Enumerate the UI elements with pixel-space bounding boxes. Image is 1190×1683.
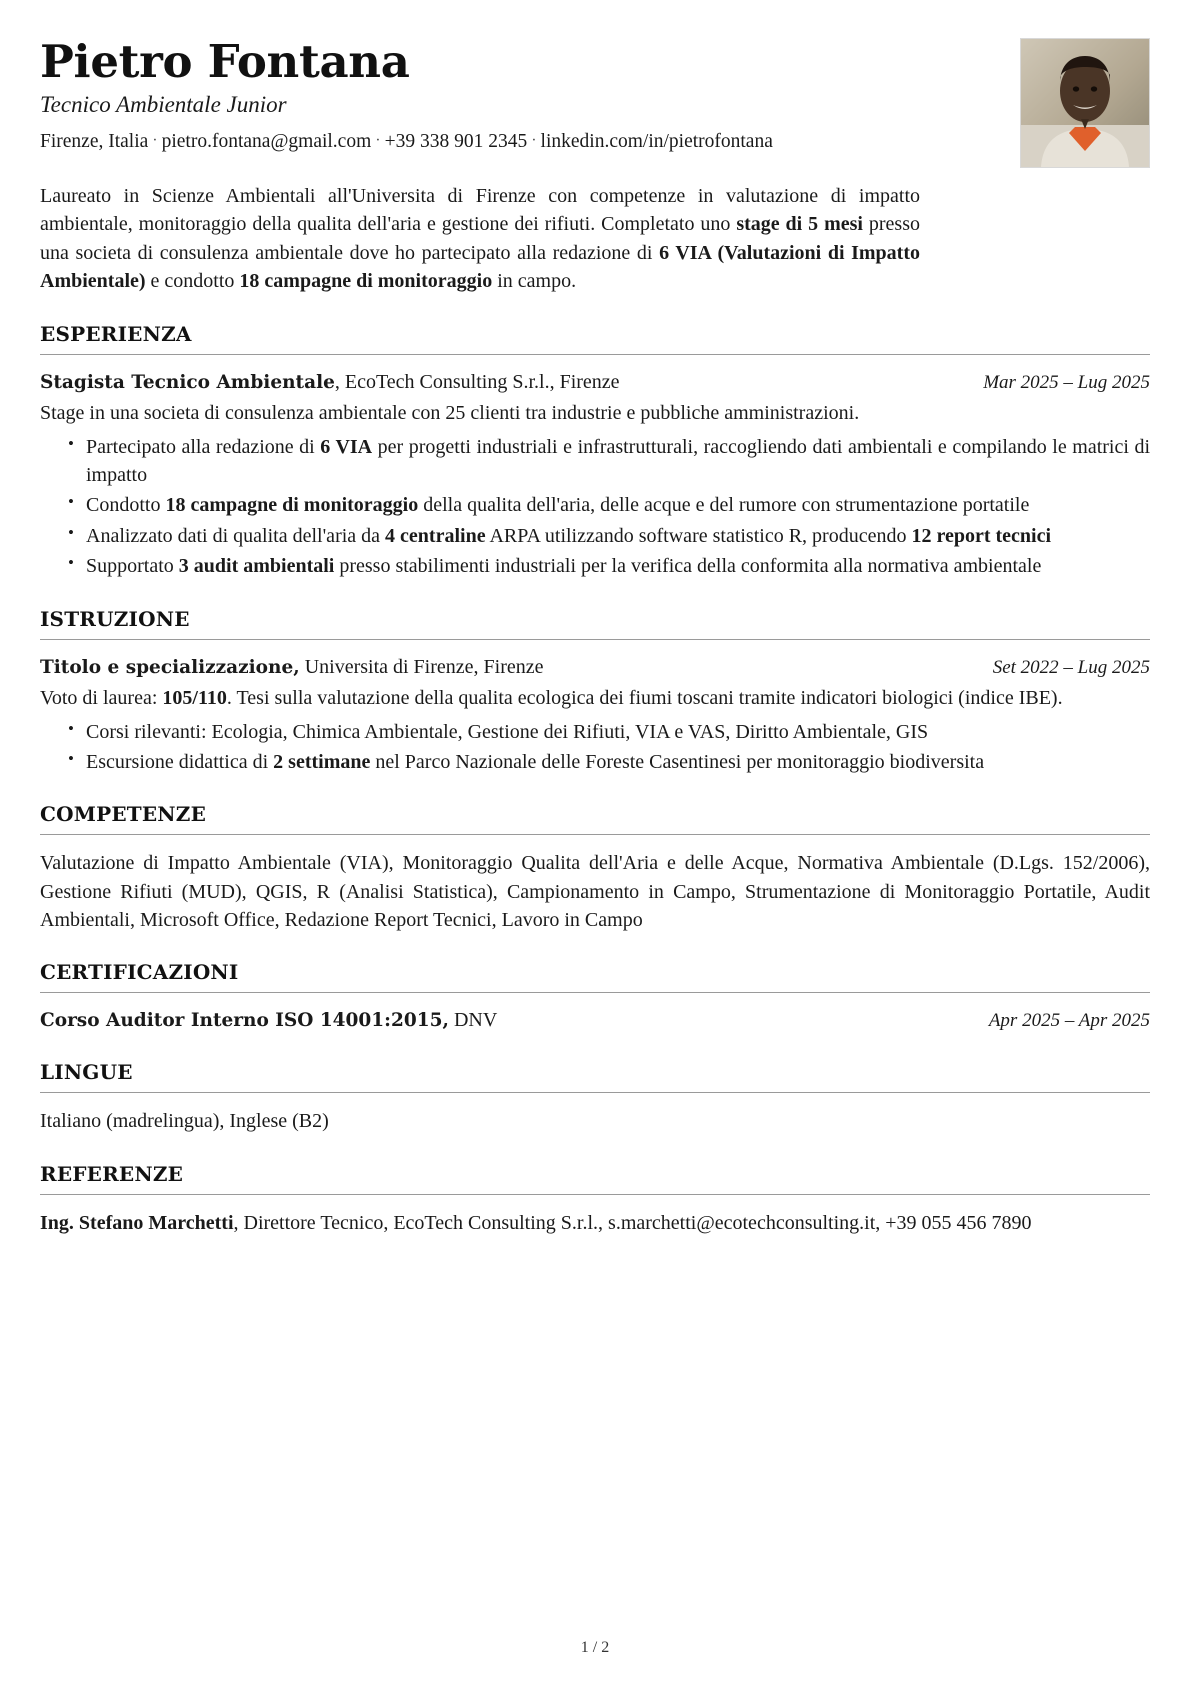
contact-separator-2: · [375,131,381,149]
bullet-item [68,522,1150,550]
body-text: Voto di laurea: [40,686,163,709]
resume-header [40,35,1150,168]
section-title-experience: ESPERIENZA [40,321,192,346]
profile-photo-image [1021,39,1149,167]
certification-name: Corso Auditor Interno ISO 14001:2015, [40,1010,449,1032]
experience-entry [40,369,1150,581]
section-title-skills: COMPETENZE [40,802,207,827]
bullet-item [68,718,1150,746]
section-divider-education [40,639,1150,640]
languages-text: Italiano (madrelingua), Inglese (B2) [40,1110,329,1133]
summary-paragraph [40,182,920,296]
body-text: per progetti industriali e infrastrutturali, raccogliendo dati ambientali e compilando le matrici di impatto [86,435,1151,486]
education-entry [40,654,1150,777]
body-text: in campo. [492,270,577,293]
emphasis-text: stage di 5 mesi [736,213,863,236]
body-text: presso stabilimenti industriali per la verifica della conformita alla normativa ambientale [334,555,1042,578]
emphasis-text: 3 audit ambientali [178,555,335,578]
experience-date: Mar 2025 – Lug 2025 [983,371,1150,393]
section-title-certifications: CERTIFICAZIONI [40,960,239,985]
emphasis-text: 18 campagne di monitoraggio [165,494,419,517]
certification-entry-head [40,1007,1150,1034]
body-text: Condotto [86,494,166,517]
body-text: Corsi rilevanti: Ecologia, Chimica Ambientale, Gestione dei Rifiuti, VIA e VAS, Diritto Ambientale, GIS [86,720,929,743]
emphasis-text: 18 campagne di monitoraggio [239,270,493,293]
section-divider-skills [40,834,1150,835]
experience-description: Stage in una societa di consulenza ambientale con 25 clienti tra industrie e pubbliche amministrazioni. [40,401,860,424]
candidate-name: Pietro Fontana [40,35,410,88]
body-text: ARPA utilizzando software statistico R, producendo [485,524,912,547]
section-certifications [40,960,1150,1034]
body-text: presso una societa di consulenza ambientale dove ho partecipato alla redazione di [40,213,920,264]
reference-entry [40,1209,1150,1237]
contact-phone[interactable]: +39 338 901 2345 [384,130,528,152]
skills-text: Valutazione di Impatto Ambientale (VIA), Monitoraggio Qualita dell'Aria e delle Acque, Normativa Ambientale (D.Lgs. 152/2006), Gestione Rifiuti (MUD), QGIS, R (Analisi Statistica), Campionamento in Campo, Strumentazione di Monitoraggio Portatile, Audit Ambientali, Microsoft Office, Redazione Report Tecnici, Lavoro in Campo [40,852,1150,932]
section-references [40,1162,1150,1237]
contact-linkedin[interactable]: linkedin.com/in/pietrofontana [540,130,773,152]
education-institution: Universita di Firenze, Firenze [299,655,544,678]
contact-line [40,129,1000,154]
emphasis-text: 105/110 [162,686,227,709]
emphasis-text: 4 centraline [385,524,486,547]
section-experience [40,322,1150,581]
contact-separator-3: · [531,131,537,149]
body-text: Partecipato alla redazione di [86,435,321,458]
body-text: Escursione didattica di [86,750,274,773]
body-text: . Tesi sulla valutazione della qualita ecologica dei fiumi toscani tramite indicatori biologici (indice IBE). [226,686,1063,709]
body-text: nel Parco Nazionale delle Foreste Casentinesi per monitoraggio biodiversita [370,750,985,773]
contact-location: Firenze, Italia [40,130,149,152]
certification-date: Apr 2025 – Apr 2025 [988,1010,1150,1032]
education-description [40,684,1150,712]
bullet-item [68,748,1150,776]
experience-role: Stagista Tecnico Ambientale [40,371,335,393]
experience-entry-title [40,369,620,396]
contact-email[interactable]: pietro.fontana@gmail.com [161,130,372,152]
experience-company: , EcoTech Consulting S.r.l., Firenze [334,370,620,393]
emphasis-text: 6 VIA (Valutazioni di Impatto Ambientale) [40,241,920,293]
emphasis-text: 12 report tecnici [911,524,1052,547]
contact-separator-1: · [152,131,158,149]
section-education [40,607,1150,777]
section-divider-certifications [40,992,1150,993]
section-divider-languages [40,1092,1150,1093]
section-skills [40,802,1150,934]
reference-name: Ing. Stefano Marchetti [40,1211,234,1234]
header-text-block [40,35,1020,154]
section-title-references: REFERENZE [40,1161,184,1186]
body-text: Laureato in Scienze Ambientali all'Universita di Firenze con competenze in valutazione di impatto ambientale, monitoraggio della qualita dell'aria e gestione dei rifiuti. Completato uno [40,185,920,236]
reference-details: , Direttore Tecnico, EcoTech Consulting S.r.l., s.marchetti@ecotechconsulting.it, +39 055 456 7890 [233,1211,1032,1234]
bullet-item [68,491,1150,519]
section-title-languages: LINGUE [40,1060,133,1085]
section-divider-experience [40,354,1150,355]
education-bullets [40,718,1150,777]
body-text: e condotto [145,270,240,293]
education-entry-title [40,654,544,681]
section-languages [40,1060,1150,1135]
certification-entry-title [40,1007,497,1034]
body-text: Analizzato dati di qualita dell'aria da [86,524,386,547]
section-title-education: ISTRUZIONE [40,606,190,631]
body-text: Supportato [86,555,179,578]
body-text: della qualita dell'aria, delle acque e del rumore con strumentazione portatile [418,494,1030,517]
section-divider-references [40,1194,1150,1195]
emphasis-text: 6 VIA [320,435,373,458]
education-entry-head [40,654,1150,681]
experience-entry-head [40,369,1150,396]
education-degree: Titolo e specializzazione, [40,656,300,678]
bullet-item [68,552,1150,580]
certification-entry [40,1007,1150,1034]
profile-photo [1020,38,1150,168]
education-date: Set 2022 – Lug 2025 [992,656,1150,678]
bullet-item [68,433,1150,490]
emphasis-text: 2 settimane [273,750,371,773]
experience-bullets [40,433,1150,581]
candidate-headline: Tecnico Ambientale Junior [40,92,287,118]
certification-issuer: DNV [448,1009,498,1032]
page-indicator: 1 / 2 [580,1639,610,1656]
